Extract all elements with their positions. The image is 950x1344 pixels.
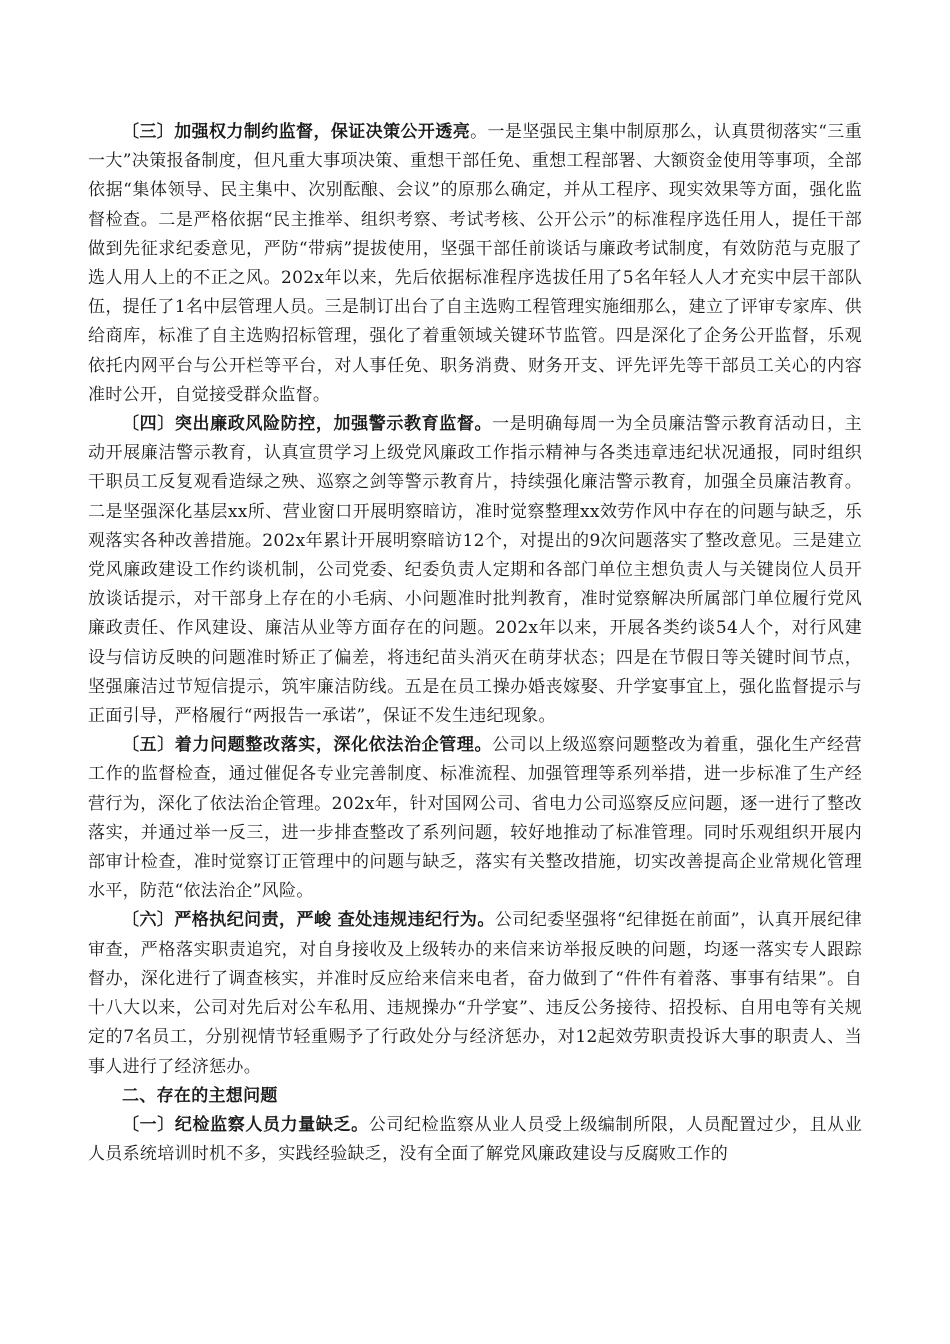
paragraph-section-3 bbox=[88, 118, 862, 410]
paragraph-lead: 〔三〕加强权力制约监督，保证决策公开透亮 bbox=[122, 122, 471, 142]
paragraph-section-6 bbox=[88, 906, 862, 1081]
paragraph-body: 公司以上级巡察问题整改为着重，强化生产经营工作的监督检查，通过催促各专业完善制度、标准流程、加强管理等系列举措，进一步标准了生产经营行为，深化了依法治企管理。202x年，针对国网公司、省电力公司巡察反应问题，逐一进行了整改落实，并通过举一反三，进一步排查整改了系列问题，较好地推动了标准管理。同时乐观组织开展内部审计检查，准时觉察订正管理中的问题与缺乏，落实有关整改措施，切实改善提高企业常规化管理水平，防范“依法治企”风险。 bbox=[88, 735, 862, 902]
section-heading: 二、存在的主想问题 bbox=[122, 1085, 278, 1106]
paragraph-lead: 〔六〕严格执纪问责，严峻 查处违规违纪行为。 bbox=[122, 910, 495, 931]
paragraph-lead: 〔四〕突出廉政风险防控，加强警示教育监督。 bbox=[122, 414, 493, 435]
paragraph-problem-1 bbox=[88, 1111, 862, 1169]
paragraph-lead: 〔五〕着力问题整改落实，深化依法治企管理。 bbox=[122, 735, 493, 756]
paragraph-section-5 bbox=[88, 731, 862, 906]
paragraph-body: 公司纪委坚强将“纪律挺在前面”，认真开展纪律审查，严格落实职责追究，对自身接收及上级转办的来信来访举报反映的问题，均逐一落实专人跟踪督办，深化进行了调查核实，并准时反应给来信来电者，奋力做到了“件件有着落、事事有结果”。自十八大以来，公司对先后对公车私用、违规操办“升学宴”、违反公务接待、招投标、自用电等有关规定的7名员工，分别视情节轻重赐予了行政处分与经济惩办，对12起效劳职责投诉大事的职责人、当事人进行了经济惩办。 bbox=[88, 910, 862, 1077]
paragraph-body: 一是明确每周一为全员廉洁警示教育活动日，主动开展廉洁警示教育，认真宣贯学习上级党风廉政工作指示精神与各类违章违纪状况通报，同时组织干职员工反复观看造绿之殃、巡察之剑等警示教育片，持续强化廉洁警示教育，加强全员廉洁教育。二是坚强深化基层xx所、营业窗口开展明察暗访，准时觉察整理xx效劳作风中存在的问题与缺乏，乐观落实各种改善措施。202x年累计开展明察暗访12个，对提出的9次问题落实了整改意见。三是建立党风廉政建设工作约谈机制，公司党委、纪委负责人定期和各部门单位主想负责人与关键岗位人员开放谈话提示，对干部身上存在的小毛病、小问题准时批判教育，准时觉察解决所属部门单位履行党风廉政责任、作风建设、廉洁从业等方面存在的问题。202x年以来，开展各类约谈54人个，对行风建设与信访反映的问题准时矫正了偏差，将违纪苗头消灭在萌芽状态；四是在节假日等关键时间节点，坚强廉洁过节短信提示，筑牢廉洁防线。五是在员工操办婚丧嫁娶、升学宴事宜上，强化监督提示与正面引导，严格履行“两报告一承诺”，保证不发生违纪现象。 bbox=[88, 414, 862, 727]
paragraph-body: 公司纪检监察从业人员受上级编制所限，人员配置过少，且从业人员系统培训时机不多，实践经验缺乏，没有全面了解党风廉政建设与反腐败工作的 bbox=[88, 1114, 862, 1165]
paragraph-lead: 〔一〕纪检监察人员力量缺乏。 bbox=[122, 1114, 369, 1135]
paragraph-section-4 bbox=[88, 410, 862, 731]
paragraph-body: 。一是坚强民主集中制原那么，认真贯彻落实“三重一大”决策报备制度，但凡重大事项决策、重想干部任免、重想工程部署、大额资金使用等事项，全部依据“集体领导、民主集中、次别酝酿、会议”的原那么确定，并从工程序、现实效果等方面，强化监督检查。二是严格依据“民主推举、组织考察、考试考核、公开公示”的标准程序选任用人，提任干部做到先征求纪委意见，严防“带病”提拔使用，坚强干部任前谈话与廉政考试制度，有效防范与克服了选人用人上的不正之风。202x年以来，先后依据标准程序选拔任用了5名年轻人人才充实中层干部队伍，提任了1名中层管理人员。三是制订出台了自主选购工程管理实施细那么，建立了评审专家库、供给商库，标准了自主选购招标管理，强化了着重领域关键环节监管。四是深化了企务公开监督，乐观依托内网平台与公开栏等平台，对人事任免、职务消费、财务开支、评先评先等干部员工关心的内容准时公开，自觉接受群众监督。 bbox=[88, 122, 863, 405]
